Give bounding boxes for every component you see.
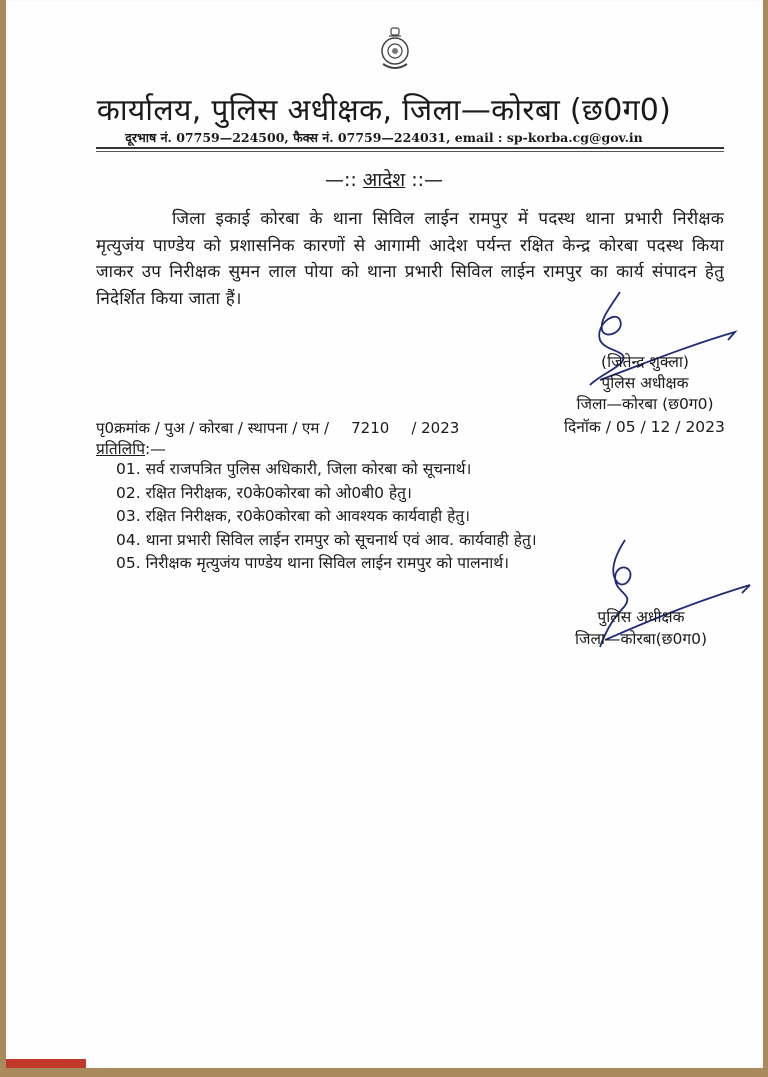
signatory-2-block [556,606,726,650]
heading-text: आदेश [362,169,406,191]
signatory-name: (जितेन्द्र शुक्ला) [601,353,689,371]
office-title: कार्यालय, पुलिस अधीक्षक, जिला—कोरबा (छ0ग0) [96,93,672,128]
copies-heading [96,437,166,459]
list-item: 05. निरीक्षक मृत्युजंय पाण्डेय थाना सिविल लाईन रामपुर को पालनार्थ। [116,554,510,572]
list-item: 02. रक्षित निरीक्षक, र0के0कोरबा को ओ0बी0 हेतु। [116,483,412,502]
heading-suffix: ::— [405,169,444,191]
header-divider [96,147,724,149]
order-body-text: जिला इकाई कोरबा के थाना सिविल लाईन रामपुर में पदस्थ थाना प्रभारी निरीक्षक मृत्युजंय पाण्डेय को प्रशासनिक कारणों से आगामी आदेश पर्यन्त रक्षित केन्द्र कोरबा पदस्थ किया जाकर उप निरीक्षक सुमन लाल पोया को थाना प्रभारी सिविल लाईन रामपुर का कार्य संपादन हेतु निदेर्शित किया जाता हैं। [96,209,724,309]
list-item: 01. सर्व राजपत्रित पुलिस अधिकारी, जिला कोरबा को सूचनार्थ। [116,460,472,478]
police-emblem-icon [378,26,412,74]
contact-info: दूरभाष नं. 07759—224500, फैक्स नं. 07759—224031, email : sp-korba.cg@gov.in [125,130,643,145]
copies-list [116,458,537,576]
reference-year: / 2023 [411,419,460,437]
background-red-strip [6,1059,86,1068]
copies-title-suffix: :— [145,440,166,458]
reference-number [96,418,481,438]
reference-prefix: पृ0क्रमांक / पुअ / कोरबा / स्थापना / एम / [96,419,330,437]
heading-prefix: —:: [324,169,363,191]
reference-number-value: 7210 [351,419,390,437]
signatory-2-district: जिला—कोरबा(छ0ग0) [574,630,708,648]
list-item: 03. रक्षित निरीक्षक, र0के0कोरबा को आवश्यक कार्यवाही हेतु। [116,507,471,525]
signatory-designation: पुलिस अधीक्षक [601,374,689,392]
copies-title: प्रतिलिपि [96,440,146,458]
list-item: 04. थाना प्रभारी सिविल लाईन रामपुर को सूचनार्थ एवं आव. कार्यवाही हेतु। [116,530,537,549]
order-date: दिनॉक / 05 / 12 / 2023 [564,418,725,436]
header-divider-thin [96,151,724,152]
signatory-2-designation: पुलिस अधीक्षक [597,608,685,626]
signatory-district: जिला—कोरबा (छ0ग0) [576,395,714,413]
order-heading [0,166,768,192]
signatory-block [560,352,730,415]
